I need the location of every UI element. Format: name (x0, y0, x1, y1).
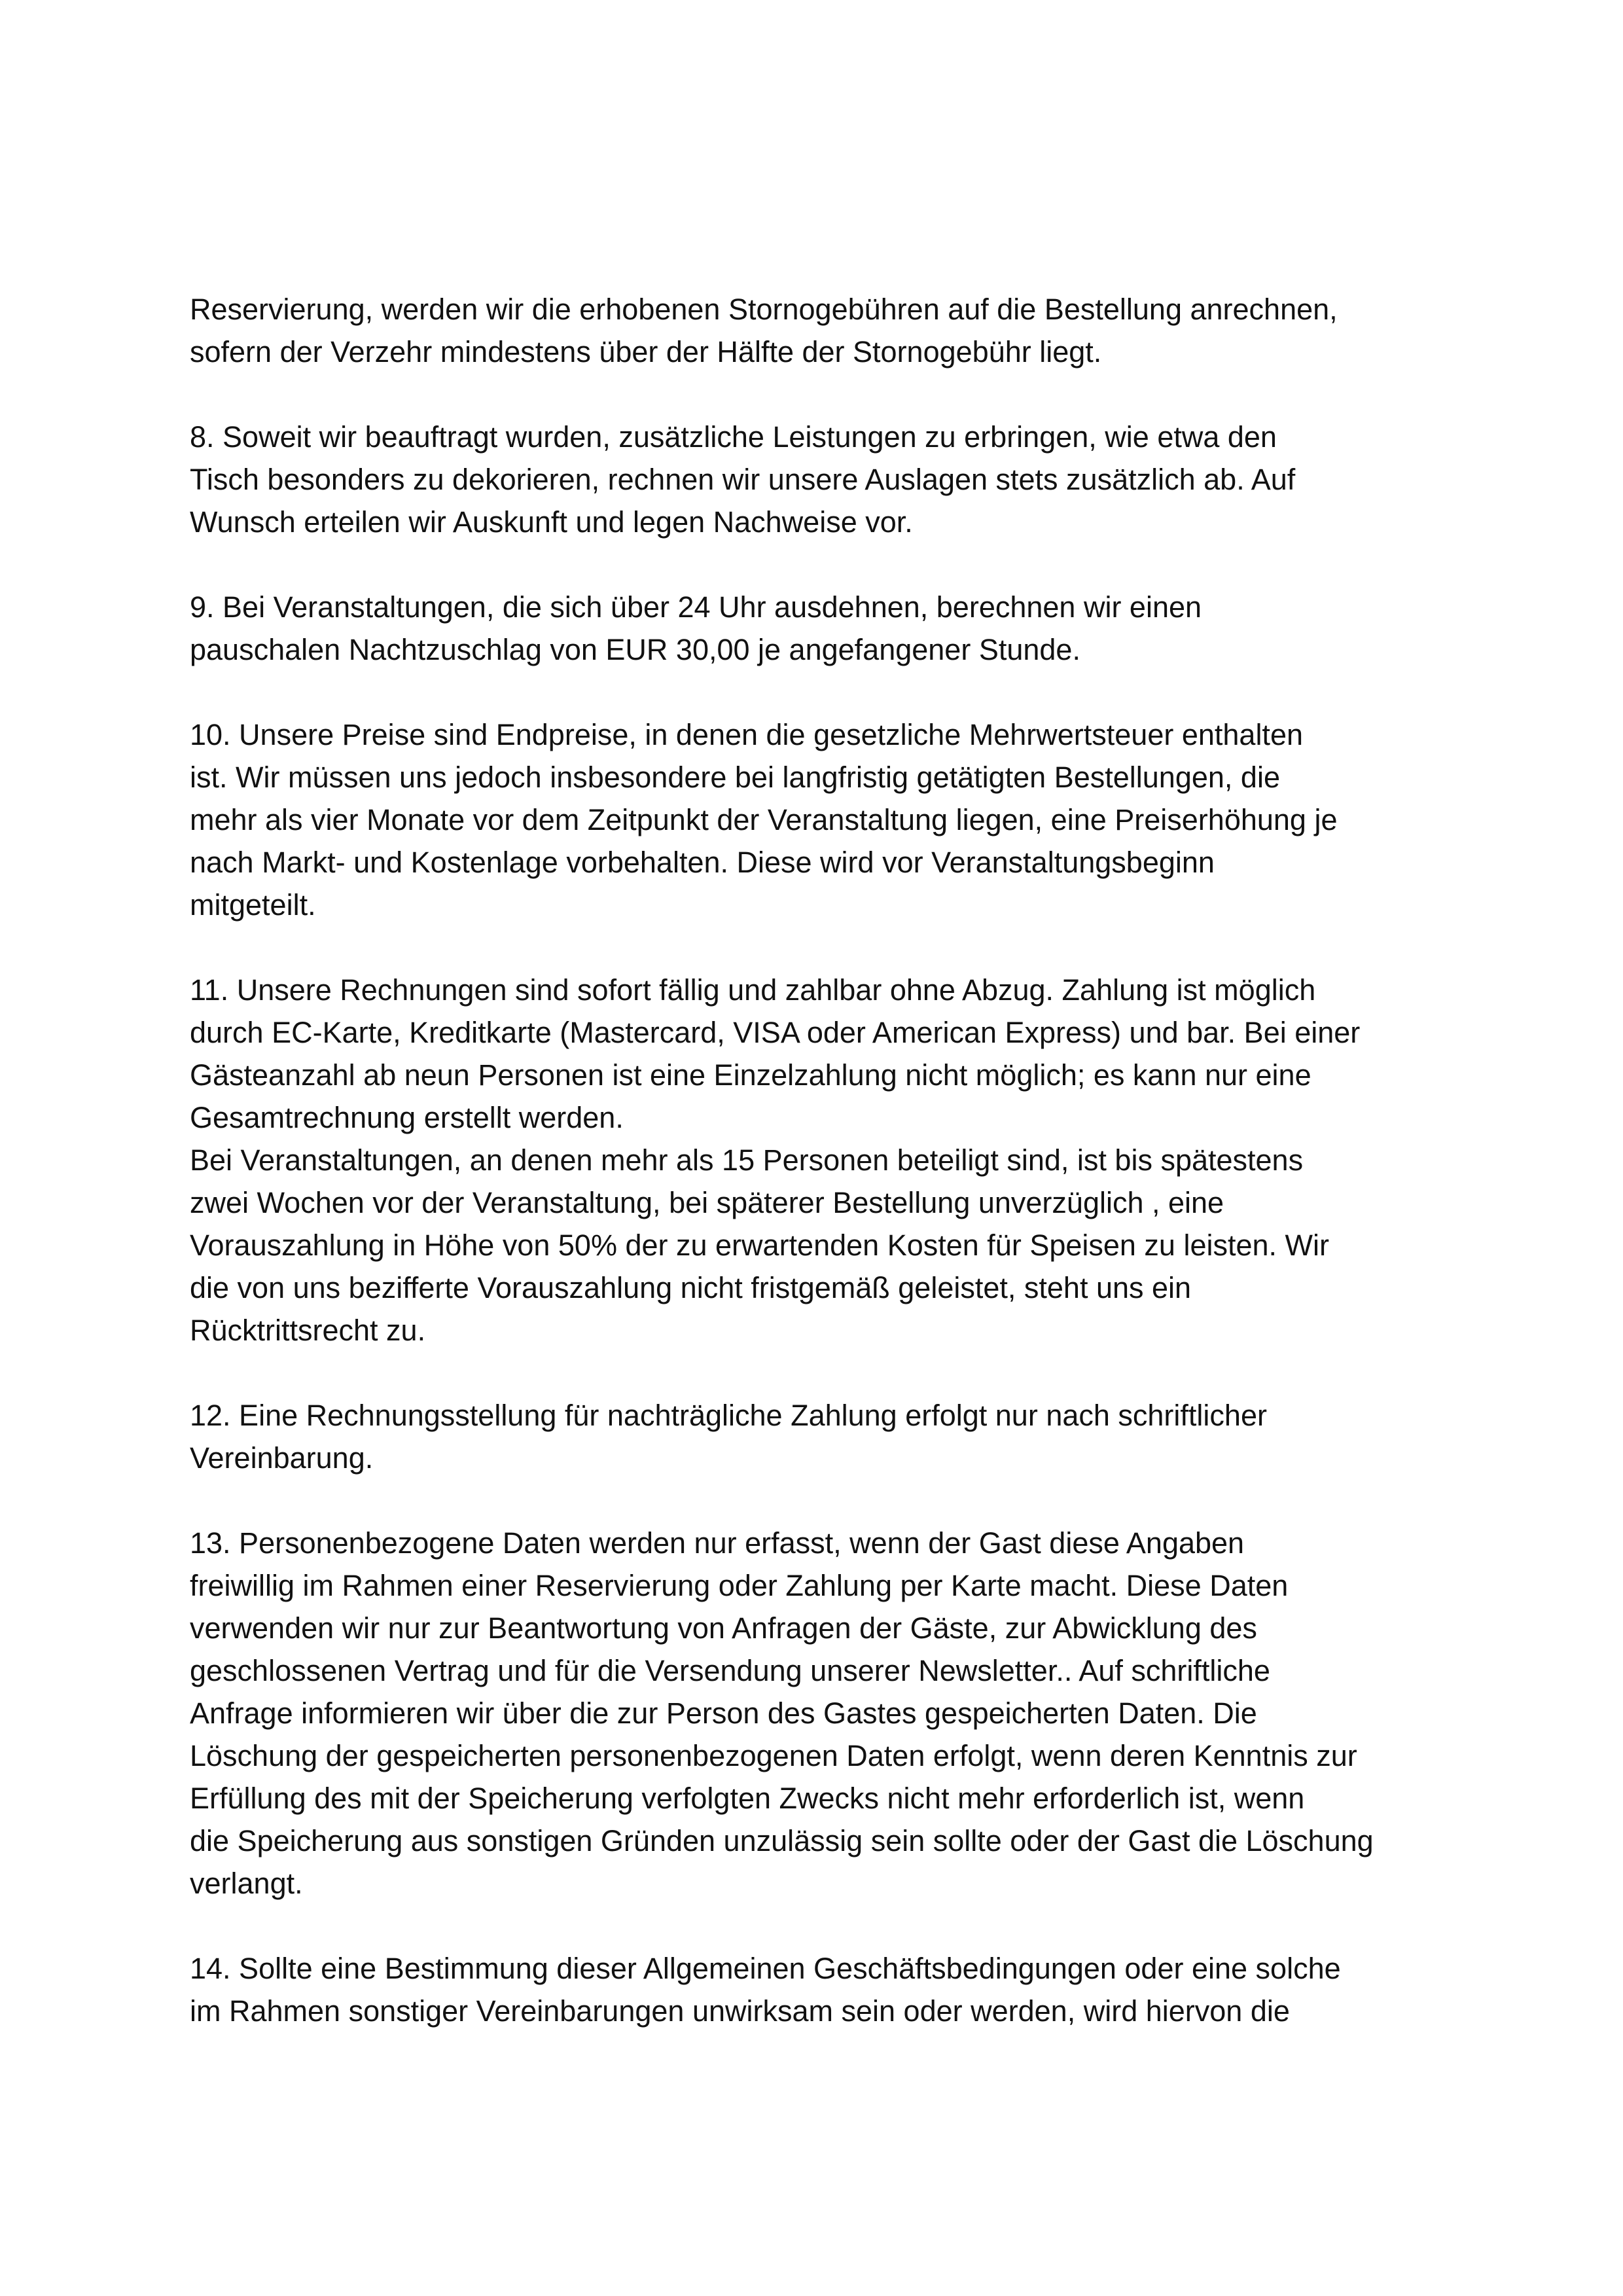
text-line: nach Markt- und Kostenlage vorbehalten. Diese wird vor Veranstaltungsbeginn (190, 846, 1215, 879)
paragraph-clause-14 (190, 1947, 1459, 2032)
text-line: Löschung der gespeicherten personenbezogenen Daten erfolgt, wenn deren Kenntnis zur (190, 1739, 1357, 1772)
text-line: pauschalen Nachtzuschlag von EUR 30,00 je angefangener Stunde. (190, 633, 1080, 666)
text-line: Tisch besonders zu dekorieren, rechnen wir unsere Auslagen stets zusätzlich ab. Auf (190, 463, 1296, 496)
text-line: Rücktrittsrecht zu. (190, 1314, 426, 1347)
paragraph-clause-11 (190, 969, 1459, 1352)
text-line: 13. Personenbezogene Daten werden nur erfasst, wenn der Gast diese Angaben (190, 1526, 1245, 1560)
text-line: mitgeteilt. (190, 888, 316, 922)
text-line: 8. Soweit wir beauftragt wurden, zusätzliche Leistungen zu erbringen, wie etwa den (190, 420, 1277, 454)
text-line: Vereinbarung. (190, 1441, 374, 1475)
text-line: die von uns bezifferte Vorauszahlung nicht fristgemäß geleistet, steht uns ein (190, 1271, 1192, 1304)
text-line: verwenden wir nur zur Beantwortung von Anfragen der Gäste, zur Abwicklung des (190, 1611, 1257, 1645)
text-line: mehr als vier Monate vor dem Zeitpunkt der Veranstaltung liegen, eine Preiserhöhung je (190, 803, 1338, 836)
paragraph-clause-12 (190, 1394, 1459, 1479)
paragraph-clause-8 (190, 416, 1459, 543)
text-line: zwei Wochen vor der Veranstaltung, bei späterer Bestellung unverzüglich , eine (190, 1186, 1224, 1219)
text-line: verlangt. (190, 1867, 303, 1900)
text-line: Wunsch erteilen wir Auskunft und legen Nachweise vor. (190, 505, 913, 539)
text-line: 9. Bei Veranstaltungen, die sich über 24 Uhr ausdehnen, berechnen wir einen (190, 590, 1202, 624)
text-line: Bei Veranstaltungen, an denen mehr als 15 Personen beteiligt sind, ist bis spätestens (190, 1143, 1304, 1177)
text-line: freiwillig im Rahmen einer Reservierung oder Zahlung per Karte macht. Diese Daten (190, 1569, 1289, 1602)
text-line: Reservierung, werden wir die erhobenen Stornogebühren auf die Bestellung anrechnen, (190, 293, 1338, 326)
text-line: Vorauszahlung in Höhe von 50% der zu erwartenden Kosten für Speisen zu leisten. Wir (190, 1229, 1330, 1262)
paragraph-reservation-continuation (190, 288, 1459, 373)
paragraph-clause-9 (190, 586, 1459, 671)
paragraph-clause-13 (190, 1522, 1459, 1905)
text-line: 10. Unsere Preise sind Endpreise, in denen die gesetzliche Mehrwertsteuer enthalten (190, 718, 1303, 751)
text-line: im Rahmen sonstiger Vereinbarungen unwirksam sein oder werden, wird hiervon die (190, 1994, 1290, 2028)
text-line: Anfrage informieren wir über die zur Person des Gastes gespeicherten Daten. Die (190, 1696, 1257, 1730)
document-page (190, 288, 1459, 2075)
text-line: Erfüllung des mit der Speicherung verfolgten Zwecks nicht mehr erforderlich ist, wenn (190, 1782, 1305, 1815)
text-line: Gesamtrechnung erstellt werden. (190, 1101, 624, 1134)
text-line: ist. Wir müssen uns jedoch insbesondere bei langfristig getätigten Bestellungen, die (190, 761, 1280, 794)
text-line: geschlossenen Vertrag und für die Versendung unserer Newsletter.. Auf schriftliche (190, 1654, 1270, 1687)
text-line: 11. Unsere Rechnungen sind sofort fällig und zahlbar ohne Abzug. Zahlung ist möglich (190, 973, 1316, 1007)
text-line: sofern der Verzehr mindestens über der Hälfte der Stornogebühr liegt. (190, 335, 1102, 368)
text-line: Gästeanzahl ab neun Personen ist eine Einzelzahlung nicht möglich; es kann nur eine (190, 1058, 1311, 1092)
text-line: die Speicherung aus sonstigen Gründen unzulässig sein sollte oder der Gast die Löschung (190, 1824, 1374, 1857)
text-line: durch EC-Karte, Kreditkarte (Mastercard, VISA oder American Express) und bar. Bei einer (190, 1016, 1361, 1049)
paragraph-clause-10 (190, 713, 1459, 926)
text-line: 12. Eine Rechnungsstellung für nachträgliche Zahlung erfolgt nur nach schriftlicher (190, 1399, 1267, 1432)
text-line: 14. Sollte eine Bestimmung dieser Allgemeinen Geschäftsbedingungen oder eine solche (190, 1952, 1341, 1985)
